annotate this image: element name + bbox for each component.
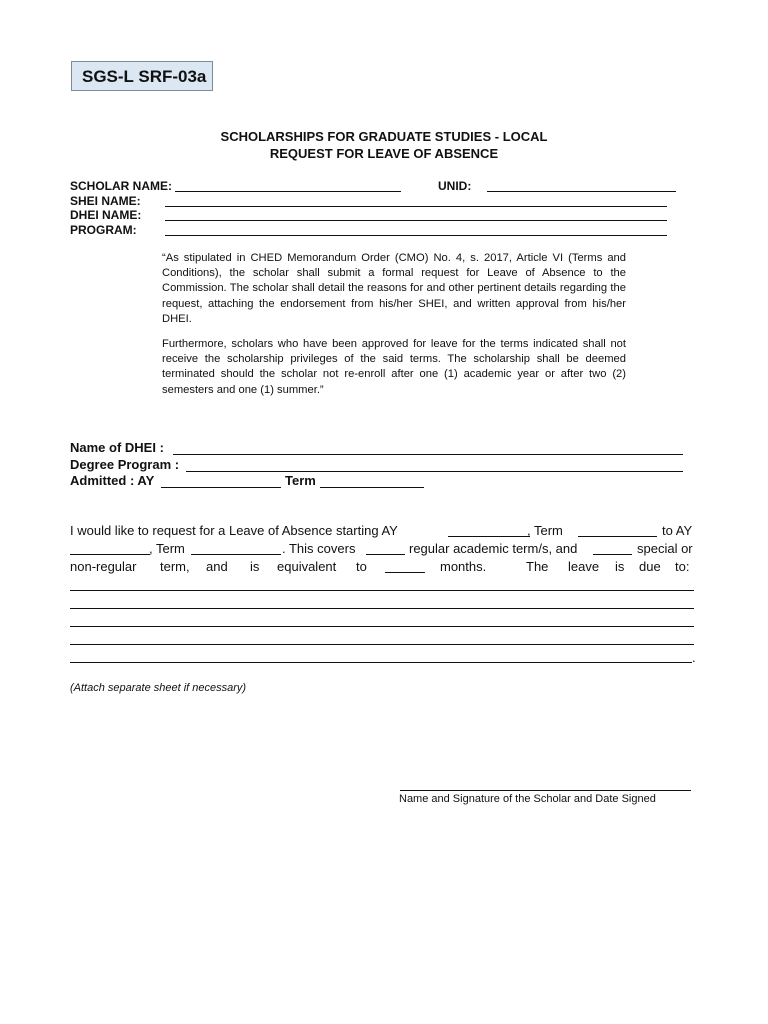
request-text-start: I would like to request for a Leave of Absence starting AY [70, 523, 398, 538]
request-text-w-the: The [526, 559, 549, 574]
dhei-name-field[interactable] [165, 220, 667, 221]
request-text-covers: . This covers [282, 541, 356, 556]
months-field[interactable] [385, 572, 425, 573]
degree-program-label: Degree Program : [70, 457, 180, 472]
name-of-dhei-field[interactable] [173, 454, 683, 455]
request-text-w-leave: leave [568, 559, 600, 574]
admitted-term-field[interactable] [320, 487, 424, 488]
request-text-w-term: term, [160, 559, 190, 574]
request-text-w-to: to [356, 559, 367, 574]
form-title: SCHOLARSHIPS FOR GRADUATE STUDIES - LOCAL [220, 129, 548, 144]
reason-line[interactable] [70, 590, 694, 591]
admitted-ay-field[interactable] [161, 487, 281, 488]
request-text-w-to-colon: to: [675, 559, 690, 574]
signature-caption: Name and Signature of the Scholar and Date Signed [399, 793, 656, 805]
end-ay-field[interactable] [70, 554, 150, 555]
end-term-field[interactable] [191, 554, 281, 555]
admitted-term-label: Term [285, 473, 316, 488]
admitted-ay-label: Admitted : AY [70, 473, 155, 488]
request-text-w-due: due [639, 559, 661, 574]
degree-program-field[interactable] [186, 471, 683, 472]
request-text-term-2: , Term [149, 541, 185, 556]
signature-line[interactable] [400, 790, 691, 791]
attach-note: (Attach separate sheet if necessary) [70, 682, 247, 694]
reason-line[interactable] [70, 662, 692, 663]
request-text-w-equivalent: equivalent [277, 559, 337, 574]
reason-end-period: . [692, 650, 696, 665]
reason-line[interactable] [70, 626, 694, 627]
request-text-special: special or [637, 541, 693, 556]
shei-name-field[interactable] [165, 206, 667, 207]
unid-label: UNID: [438, 179, 472, 193]
regular-terms-field[interactable] [366, 554, 405, 555]
form-code: SGS-L SRF-03a [71, 61, 213, 91]
dhei-name-label: DHEI NAME: [70, 208, 142, 222]
shei-name-label: SHEI NAME: [70, 194, 141, 208]
request-text-w-is: is [250, 559, 260, 574]
program-field[interactable] [165, 235, 667, 236]
request-text-term: , Term [527, 523, 563, 538]
start-ay-field[interactable] [448, 536, 530, 537]
program-label: PROGRAM: [70, 223, 137, 237]
scholar-name-field[interactable] [175, 191, 401, 192]
scholar-name-label: SCHOLAR NAME: [70, 179, 172, 193]
request-text-regular: regular academic term/s, and [409, 541, 578, 556]
request-text-w-and: and [206, 559, 228, 574]
reason-line[interactable] [70, 608, 694, 609]
request-text-non-regular: non-regular [70, 559, 137, 574]
cmo-quote-paragraph-2: Furthermore, scholars who have been approved for leave for the terms indicated shall not receive the scholarship privileges of the said terms. The scholarship shall be deemed terminated should the scholar not re-enroll after one (1) academic year or after two (2) semesters and one (1) summer.” [162, 338, 626, 396]
cmo-quote-paragraph-1: “As stipulated in CHED Memorandum Order (CMO) No. 4, s. 2017, Article VI (Terms and Conditions), the scholar shall submit a formal request for Leave of Absence to the Commission. The scholar shall detail the reasons for and other pertinent details regarding the request, attaching the endorsement from his/her SHEI, and written approval from his/her DHEI. [162, 252, 626, 325]
request-text-w-months: months. [440, 559, 487, 574]
form-subtitle: REQUEST FOR LEAVE OF ABSENCE [269, 146, 499, 161]
name-of-dhei-label: Name of DHEI : [70, 440, 164, 455]
unid-field[interactable] [487, 191, 676, 192]
request-text-to-ay: to AY [662, 523, 693, 538]
special-terms-field[interactable] [593, 554, 632, 555]
start-term-field[interactable] [578, 536, 657, 537]
reason-line[interactable] [70, 644, 694, 645]
request-text-w-is-2: is [615, 559, 625, 574]
